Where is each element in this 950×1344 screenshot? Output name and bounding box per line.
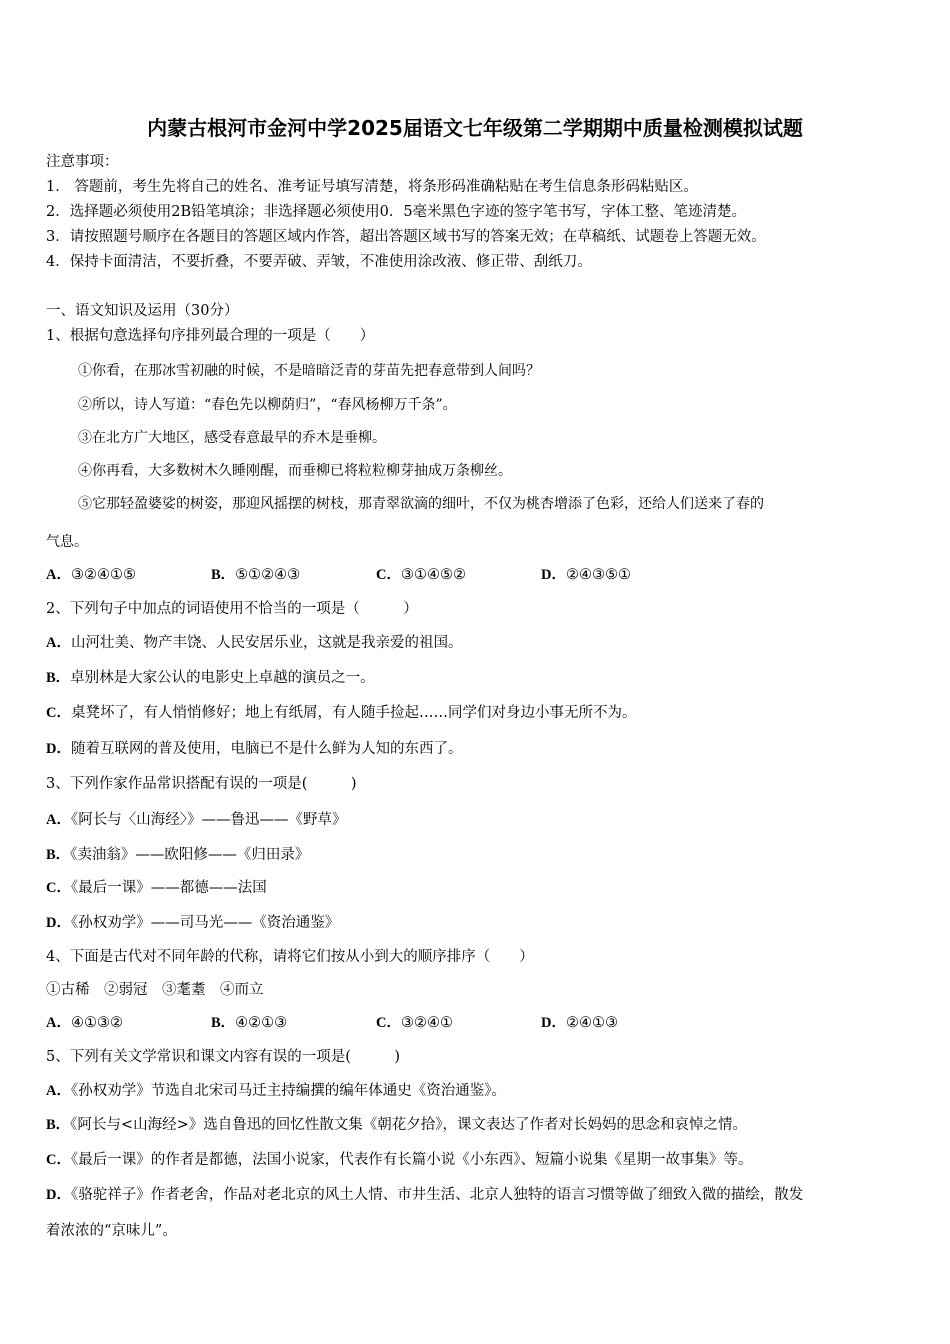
notice-item: 3．请按照题号顺序在各题目的答题区域内作答，超出答题区域书写的答案无效；在草稿纸、试题卷上答题无效。 [46,229,766,245]
option-text: 《最后一课》——都德——法国 [70,880,267,896]
option-label: C． [46,705,71,721]
option-text: ③①④⑤② [400,567,466,583]
q2-option-a[interactable] [46,633,462,653]
option-text: 山河壮美、物产丰饶、人民安居乐业，这就是我亲爱的祖国。 [70,635,463,651]
option-text: 桌凳坏了，有人悄悄修好；地上有纸屑，有人随手捡起……同学们对身边小事无所不为。 [70,705,637,721]
q1-sentence: ⑤它那轻盈婆娑的树姿，那迎风摇摆的树枝，那青翠欲滴的细叶，不仅为桃杏增添了色彩，还给人们送来了春的 [78,496,764,512]
notice-item: 2．选择题必须使用2B铅笔填涂；非选择题必须使用0．5毫米黑色字迹的签字笔书写，字体工整、笔迹清楚。 [46,204,747,220]
option-text: 卓别林是大家公认的电影史上卓越的演员之一。 [70,670,375,686]
option-label: B． [46,1117,71,1133]
q4-option-a[interactable] [46,1013,123,1033]
q2-option-b[interactable] [46,668,375,688]
question-4-stem: 4、下面是古代对不同年龄的代称，请将它们按从小到大的顺序排序（ ） [46,949,534,965]
option-text: 随着互联网的普及使用，电脑已不是什么鲜为人知的东西了。 [70,741,463,757]
option-label: C． [376,1015,401,1031]
q1-option-d[interactable] [541,565,631,585]
option-label: B． [211,1015,236,1031]
option-label: D． [541,1015,566,1031]
option-label: D． [46,741,71,757]
option-text: ⑤①②④③ [235,567,301,583]
option-label: B． [46,670,71,686]
q1-sentence-continuation: 气息。 [46,534,88,550]
q2-option-c[interactable] [46,703,636,723]
q3-option-b[interactable] [46,845,309,865]
question-1-stem: 1、根据句意选择句序排列最合理的一项是（ ） [46,328,375,344]
q1-sentence: ③在北方广大地区，感受春意最早的乔木是垂柳。 [78,430,386,446]
option-label: C． [376,567,401,583]
option-text: ②④③⑤① [565,567,631,583]
option-label: D． [541,567,566,583]
option-label: A． [46,1083,71,1099]
q5-option-a[interactable] [46,1081,506,1101]
option-label: B． [211,567,236,583]
notice-heading: 注意事项： [46,154,119,170]
q4-option-c[interactable] [376,1013,453,1033]
q1-sentence: ②所以，诗人写道：“春色先以柳荫归”，“春风杨柳万千条”。 [78,397,457,413]
option-text: ②④①③ [565,1015,618,1031]
q5-option-c[interactable] [46,1150,752,1170]
option-text: 《孙权劝学》节选自北宋司马迁主持编撰的编年体通史《资治通鉴》。 [70,1083,506,1099]
option-text: 《卖油翁》——欧阳修——《归田录》 [70,847,310,863]
option-text: 《最后一课》的作者是都德，法国小说家，代表作有长篇小说《小东西》、短篇小说集《星期一故事集》等。 [70,1152,753,1168]
page-title: 内蒙古根河市金河中学2025届语文七年级第二学期期中质量检测模拟试题 [147,116,803,140]
option-label: A． [46,812,71,828]
option-text: 《阿长与<山海经>》选自鲁迅的回忆性散文集《朝花夕拾》，课文表达了作者对长妈妈的思念和哀悼之情。 [70,1117,747,1133]
notice-item: 4．保持卡面清洁，不要折叠，不要弄破、弄皱，不准使用涂改液、修正带、刮纸刀。 [46,254,592,270]
option-text: ③②④①⑤ [70,567,136,583]
q1-option-a[interactable] [46,565,136,585]
q5-option-d-continuation: 着浓浓的“京味儿”。 [46,1223,177,1239]
q4-option-d[interactable] [541,1013,618,1033]
option-label: B． [46,847,71,863]
option-label: A． [46,567,71,583]
q5-option-b[interactable] [46,1115,747,1135]
option-text: 《骆驼祥子》作者老舍，作品对老北京的风土人情、市井生活、北京人独特的语言习惯等做了细致入微的描绘，散发 [70,1187,804,1203]
q1-option-b[interactable] [211,565,300,585]
q2-option-d[interactable] [46,739,462,759]
option-label: C． [46,880,71,896]
option-label: C． [46,1152,71,1168]
q4-option-b[interactable] [211,1013,287,1033]
option-text: 《孙权劝学》——司马光——《资治通鉴》 [70,915,340,931]
question-2-stem: 2、下列句子中加点的词语使用不恰当的一项是（ ） [46,601,418,617]
option-text: ④①③② [70,1015,123,1031]
q3-option-d[interactable] [46,913,339,933]
q5-option-d[interactable] [46,1185,803,1205]
option-label: A． [46,1015,71,1031]
option-text: ④②①③ [235,1015,288,1031]
q1-sentence: ④你再看，大多数树木久睡刚醒，而垂柳已将粒粒柳芽抽成万条柳丝。 [78,463,512,479]
q3-option-c[interactable] [46,878,267,898]
question-5-stem: 5、下列有关文学常识和课文内容有误的一项是( ) [46,1049,401,1065]
option-text: 《阿长与〈山海经〉》——鲁迅——《野草》 [70,812,347,828]
q1-option-c[interactable] [376,565,466,585]
option-text: ③②④① [400,1015,453,1031]
q4-items: ①古稀 ②弱冠 ③耄耋 ④而立 [46,982,264,998]
q1-sentence: ①你看，在那冰雪初融的时候，不是暗暗泛青的芽苗先把春意带到人间吗？ [78,363,540,379]
option-label: D． [46,915,71,931]
option-label: D． [46,1187,71,1203]
section-heading: 一、语文知识及运用（30分） [46,303,239,319]
question-3-stem: 3、下列作家作品常识搭配有误的一项是( ) [46,776,357,792]
q3-option-a[interactable] [46,810,346,830]
option-label: A． [46,635,71,651]
notice-item: 1． 答题前，考生先将自己的姓名、准考证号填写清楚，将条形码准确粘贴在考生信息条形码粘贴区。 [46,179,698,195]
